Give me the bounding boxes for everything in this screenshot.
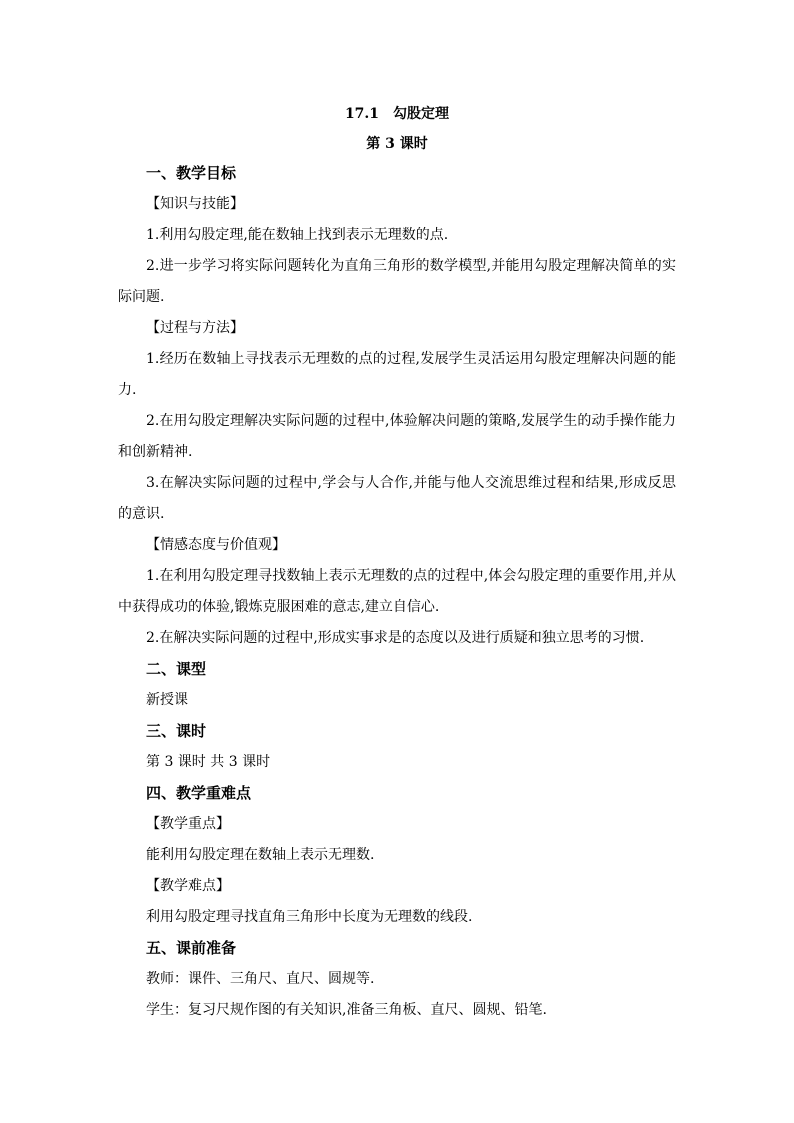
paragraph: 利用勾股定理寻找直角三角形中长度为无理数的线段. [146, 909, 473, 925]
section-heading-class-hours: 三、课时 [146, 722, 207, 740]
document-subtitle: 第 3 课时 [366, 136, 428, 152]
paragraph: 1.利用勾股定理,能在数轴上找到表示无理数的点. [146, 227, 449, 243]
paragraph: 2.在用勾股定理解决实际问题的过程中,体验解决问题的策略,发展学生的动手操作能力和创新精神. [118, 413, 676, 460]
section-heading-preparation: 五、课前准备 [146, 939, 237, 957]
subheading-knowledge-skills: 【知识与技能】 [146, 196, 244, 212]
paragraph: 能利用勾股定理在数轴上表示无理数. [146, 847, 375, 863]
subheading-difficult-points: 【教学难点】 [146, 878, 230, 894]
paragraph: 2.进一步学习将实际问题转化为直角三角形的数学模型,并能用勾股定理解决简单的实际问题. [118, 258, 676, 305]
document-title: 17.1 勾股定理 [344, 106, 450, 122]
section-heading-objectives: 一、教学目标 [146, 164, 237, 182]
paragraph: 教师：课件、三角尺、直尺、圆规等. [146, 971, 375, 987]
subheading-key-points: 【教学重点】 [146, 816, 230, 832]
paragraph: 3.在解决实际问题的过程中,学会与人合作,并能与他人交流思维过程和结果,形成反思的意识. [118, 475, 676, 522]
subheading-process-methods: 【过程与方法】 [146, 320, 244, 336]
paragraph: 2.在解决实际问题的过程中,形成实事求是的态度以及进行质疑和独立思考的习惯. [146, 630, 645, 646]
paragraph: 新授课 [146, 692, 188, 708]
section-heading-key-difficult: 四、教学重难点 [146, 784, 252, 802]
paragraph: 学生：复习尺规作图的有关知识,准备三角板、直尺、圆规、铅笔. [146, 1002, 547, 1018]
section-heading-lesson-type: 二、课型 [146, 660, 207, 678]
subheading-attitude-values: 【情感态度与价值观】 [146, 537, 286, 553]
document-body [118, 100, 676, 1026]
paragraph: 1.经历在数轴上寻找表示无理数的点的过程,发展学生灵活运用勾股定理解决问题的能力. [118, 351, 676, 398]
paragraph: 1.在利用勾股定理寻找数轴上表示无理数的点的过程中,体会勾股定理的重要作用,并从中获得成功的体验,锻炼克服困难的意志,建立自信心. [118, 568, 676, 615]
paragraph: 第 3 课时 共 3 课时 [146, 754, 271, 770]
